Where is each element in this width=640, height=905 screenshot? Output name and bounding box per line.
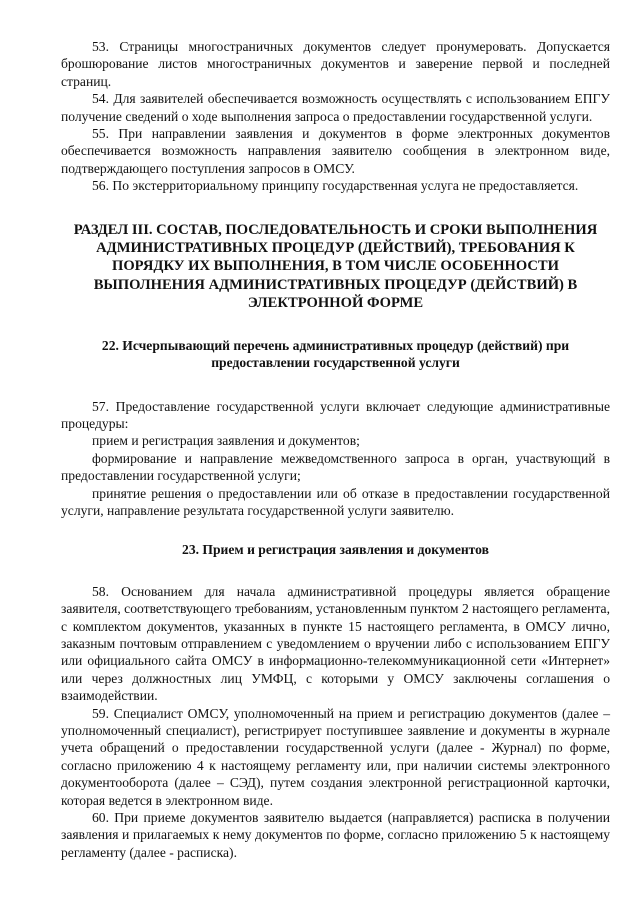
paragraph-57: 57. Предоставление государственной услуги включает следующие административные процедуры: [61, 398, 610, 431]
procedure-item-1: прием и регистрация заявления и документов; [92, 433, 360, 449]
subsection-23-heading: 23. Прием и регистрация заявления и документов [182, 542, 489, 558]
procedure-item-3: принятие решения о предоставлении или об отказе в предоставлении государственной услуги, направление результата государственной услуги заявителю. [61, 485, 610, 518]
subsection-22-heading: 22. Исчерпывающий перечень административных процедур (действий) при предоставлении государственной услуги [101, 337, 570, 371]
paragraph-58: 58. Основанием для начала административной процедуры является обращение заявителя, соответствующего требованиям, установленным пунктом 2 настоящего регламента, с комплектом документов, указанных в пункте 15 настоящего регламента, в ОМСУ лично, заказным почтовым отправлением с уведомлением о вручении либо с использованием ЕПГУ или официального сайта ОМСУ в информационно-телекоммуникационной сети «Интернет» или через должностных лиц УМФЦ, с которыми у ОМСУ заключены соглашения о взаимодействии. [61, 583, 610, 704]
paragraph-55: 55. При направлении заявления и документов в форме электронных документов обеспечивается возможность направления заявителю сообщения в электронном виде, подтверждающего поступления запросов в ОМСУ. [61, 126, 610, 176]
paragraph-59: 59. Специалист ОМСУ, уполномоченный на прием и регистрацию документов (далее – уполномоченный специалист), регистрирует поступившее заявление и документы в журнале учета обращений о предоставлении государственной услуги (далее - Журнал) по форме, согласно приложению 4 к настоящему регламенту или, при наличии системы электронного документооборота (далее – СЭД), путем создания электронной регистрационной карточки, которая ведется в электронном виде. [61, 705, 610, 808]
paragraph-60: 60. При приеме документов заявителю выдается (направляется) расписка в получении заявления и прилагаемых к нему документов по форме, согласно приложению 5 к настоящему регламенту (далее - расписка). [61, 810, 610, 860]
paragraph-56: 56. По экстерриториальному принципу государственная услуга не предоставляется. [92, 178, 579, 194]
paragraph-54: 54. Для заявителей обеспечивается возможность осуществлять с использованием ЕПГУ получение сведений о ходе выполнения запроса о предоставлении государственной услуги. [61, 91, 610, 124]
paragraph-53: 53. Страницы многостраничных документов следует пронумеровать. Допускается брошюрование листов многостраничных документов и заверение первой и последней страниц. [61, 39, 610, 89]
procedure-item-2: формирование и направление межведомственного запроса в орган, участвующий в предоставлении государственной услуги; [61, 450, 610, 484]
document-page [61, 38, 610, 861]
section-iii-heading: РАЗДЕЛ III. СОСТАВ, ПОСЛЕДОВАТЕЛЬНОСТЬ И СРОКИ ВЫПОЛНЕНИЯ АДМИНИСТРАТИВНЫХ ПРОЦЕДУР (ДЕЙСТВИЙ), ТРЕБОВАНИЯ К ПОРЯДКУ ИХ ВЫПОЛНЕНИЯ, В ТОМ ЧИСЛЕ ОСОБЕННОСТИ ВЫПОЛНЕНИЯ АДМИНИСТРАТИВНЫХ ПРОЦЕДУР (ДЕЙСТВИЙ) В ЭЛЕКТРОННОЙ ФОРМЕ [73, 221, 598, 312]
